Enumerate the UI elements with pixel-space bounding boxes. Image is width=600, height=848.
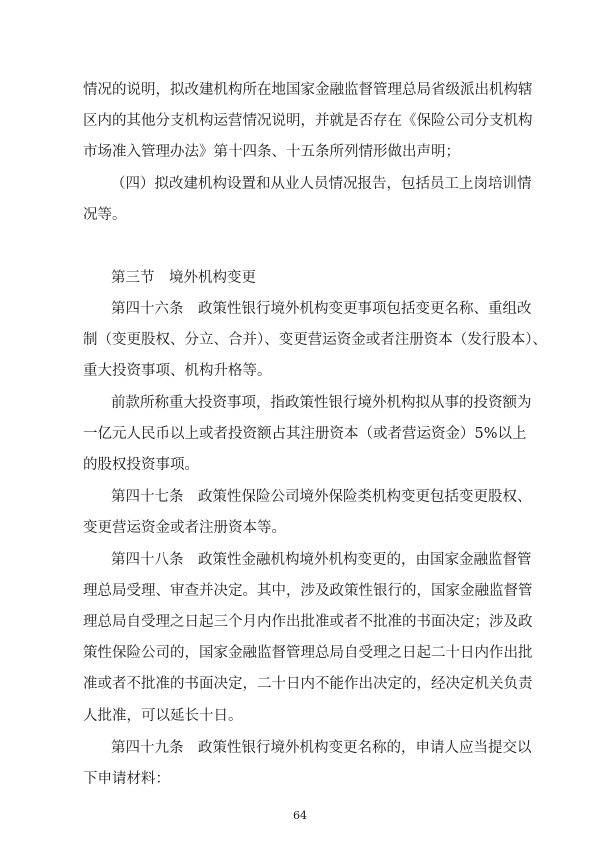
text-line: 情况的说明，拟改建机构所在地国家金融监督管理总局省级派出机构辖 — [83, 82, 533, 98]
text-line: 准或者不批准的书面决定，二十日内不能作出决定的，经决定机关负责 — [83, 676, 533, 692]
text-line: 区内的其他分支机构运营情况说明，并就是否存在《保险公司分支机构 — [83, 113, 533, 129]
text-line: 第四十八条 政策性金融机构境外机构变更的，由国家金融监督管 — [111, 552, 532, 568]
text-line: 理总局受理、审查并决定。其中，涉及政策性银行的，国家金融监督管 — [83, 583, 533, 599]
text-line: 制（变更股权、分立、合并）、变更营运资金或者注册资本（发行股本）、 — [83, 332, 547, 348]
text-line: 重大投资事项、机构升格等。 — [83, 363, 272, 379]
text-line: 变更营运资金或者注册资本等。 — [83, 520, 286, 536]
text-line: 人批准，可以延长十日。 — [83, 708, 243, 724]
section-heading: 第三节 境外机构变更 — [111, 270, 256, 286]
text-line: 的股权投资事项。 — [83, 457, 199, 473]
text-line: 市场准入管理办法》第十四条、十五条所列情形做出声明； — [83, 144, 460, 160]
text-line: 理总局自受理之日起三个月内作出批准或者不批准的书面决定；涉及政 — [83, 614, 533, 630]
text-line: 前款所称重大投资事项，指政策性银行境外机构拟从事的投资额为 — [111, 395, 532, 411]
text-line: 一亿元人民币以上或者投资额占其注册资本（或者营运资金）5%以上 — [83, 426, 527, 442]
text-line: 况等。 — [83, 207, 127, 223]
text-line: 第四十六条 政策性银行境外机构变更事项包括变更名称、重组改 — [111, 301, 532, 317]
page-number: 64 — [293, 809, 307, 822]
text-line: 下申请材料： — [83, 771, 170, 787]
text-line: 第四十九条 政策性银行境外机构变更名称的，申请人应当提交以 — [111, 740, 532, 756]
text-line: 第四十七条 政策性保险公司境外保险类机构变更包括变更股权、 — [111, 489, 532, 505]
text-line: 策性保险公司的，国家金融监督管理总局自受理之日起二十日内作出批 — [83, 645, 533, 661]
text-line: （四）拟改建机构设置和从业人员情况报告，包括员工上岗培训情 — [111, 176, 532, 192]
